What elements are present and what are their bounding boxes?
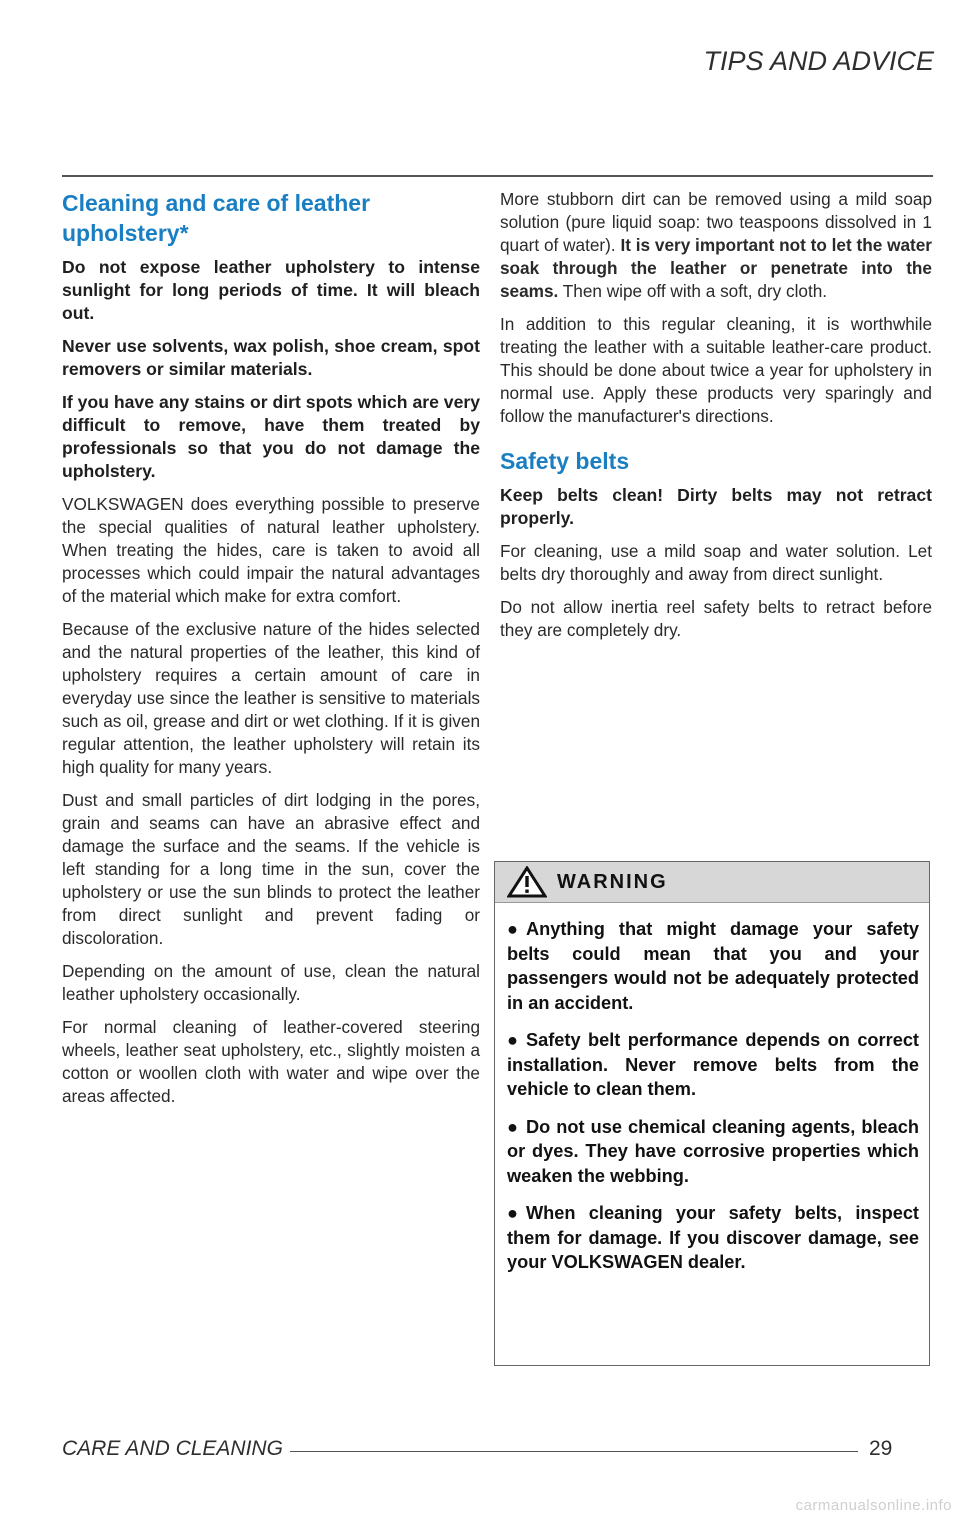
warning-title: WARNING xyxy=(557,870,668,893)
leather-paragraph: Because of the exclusive nature of the hides selected and the natural properties of the leather, this kind of upholstery requires a certain amount of care in everyday use since the leather is sensitive to materials such as oil, grease and dirt or wet clothing. If it is given regular attention, the leather upholstery will retain its high quality for many years. xyxy=(62,619,480,777)
safety-belts-heading: Safety belts xyxy=(500,448,630,474)
watermark: carmanualsonline.info xyxy=(795,1497,952,1514)
wipe-off-text: Then wipe off with a soft, dry cloth. xyxy=(558,281,828,301)
page-number: 29 xyxy=(869,1437,893,1460)
warning-item xyxy=(507,917,919,1015)
warning-item xyxy=(507,1115,919,1189)
leather-paragraph: For normal cleaning of leather-covered steering wheels, leather seat upholstery, etc., slightly moisten a cotton or woollen cloth with water and wipe over the areas affected. xyxy=(62,1017,480,1106)
footer-chapter: CARE AND CLEANING xyxy=(62,1437,283,1460)
right-column xyxy=(500,188,932,652)
leather-paragraph: VOLKSWAGEN does everything possible to preserve the special qualities of natural leather upholstery. When treating the hides, care is taken to avoid all processes which could impair the natural advantages of the material which make for extra comfort. xyxy=(62,494,480,606)
warning-item-text: Safety belt performance depends on correct installation. Never remove belts from the vehicle to clean them. xyxy=(507,1030,919,1099)
warning-box xyxy=(494,861,930,1366)
leather-care-paragraph: In addition to this regular cleaning, it is worthwhile treating the leather with a suitable leather-care product. This should be done about twice a year for upholstery in normal use. Apply these products very sparingly and follow the manufacturer's directions. xyxy=(500,314,932,426)
warning-triangle-icon xyxy=(507,866,547,898)
warning-item xyxy=(507,1028,919,1102)
bullet-icon: ● xyxy=(507,1030,518,1050)
warning-list xyxy=(495,903,929,1275)
leather-solvents-note: Never use solvents, wax polish, shoe cream, spot removers or similar materials. xyxy=(62,336,480,379)
warning-item-text: Do not use chemical cleaning agents, bleach or dyes. They have corrosive properties which weaken the webbing. xyxy=(507,1116,919,1186)
belts-cleaning-paragraph: For cleaning, use a mild soap and water solution. Let belts dry thoroughly and away from direct sunlight. xyxy=(500,541,932,584)
warning-item-text: When cleaning your safety belts, inspect them for damage. If you discover damage, see your VOLKSWAGEN dealer. xyxy=(507,1203,919,1272)
warning-item-text: Anything that might damage your safety belts could mean that you and your passengers would not be adequately protected in an accident. xyxy=(507,919,919,1013)
section-header: TIPS AND ADVICE xyxy=(703,46,934,76)
leather-stains-note: If you have any stains or dirt spots which are very difficult to remove, have them treated by professionals so that you do not damage the upholstery. xyxy=(62,392,480,481)
leather-sunlight-note: Do not expose leather upholstery to intense sunlight for long periods of time. It will bleach out. xyxy=(62,257,480,323)
leather-heading: Cleaning and care of leather upholstery* xyxy=(62,190,371,246)
warning-header xyxy=(495,862,929,903)
leather-paragraph: Dust and small particles of dirt lodging in the pores, grain and seams can have an abrasive effect and damage the surface and the seams. If the vehicle is left standing for a long time in the sun, cover the upholstery or use the sun blinds to protect the leather from direct sunlight and prevent fading or discoloration. xyxy=(62,790,480,948)
bullet-icon: ● xyxy=(507,1203,518,1223)
warning-item xyxy=(507,1201,919,1275)
bullet-icon: ● xyxy=(507,1116,518,1137)
bullet-icon: ● xyxy=(507,919,518,939)
footer-divider xyxy=(290,1451,858,1452)
stubborn-dirt-text: More stubborn dirt can be removed using a mild soap solution (pure liquid soap: two teaspoons dissolved in 1 quart of water). xyxy=(500,189,932,255)
belts-dry-paragraph: Do not allow inertia reel safety belts to retract before they are completely dry. xyxy=(500,597,932,640)
stubborn-dirt-paragraph xyxy=(500,188,932,303)
belts-clean-note: Keep belts clean! Dirty belts may not retract properly. xyxy=(500,485,932,528)
leather-paragraph: Depending on the amount of use, clean the natural leather upholstery occasionally. xyxy=(62,961,480,1004)
water-soak-warning: It is very important not to let the water soak through the leather or penetrate into the seams. xyxy=(500,235,932,301)
top-divider xyxy=(62,175,933,177)
left-column xyxy=(62,188,480,1118)
